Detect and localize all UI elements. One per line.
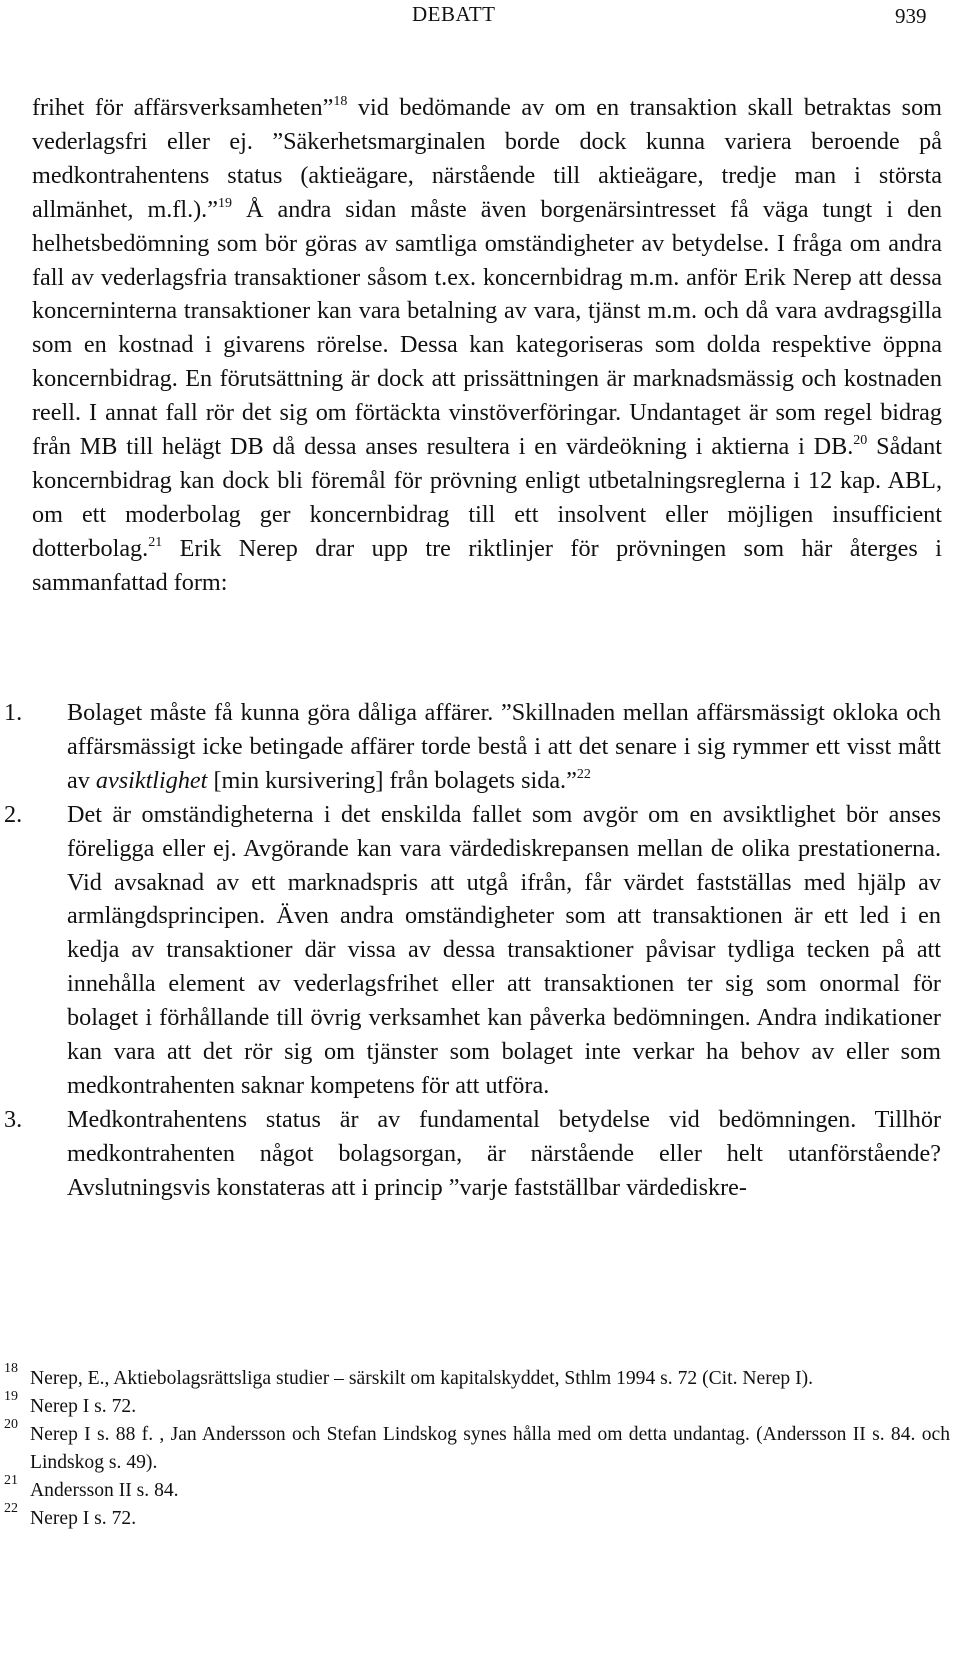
footnote-text: Nerep I s. 72. — [30, 1396, 137, 1417]
footnote-ref-20[interactable]: 20 — [853, 433, 868, 449]
footnote-text: Nerep I s. 72. — [30, 1508, 137, 1529]
body-text: frihet för affärsverksamheten” — [32, 94, 334, 121]
footnote-ref-19[interactable]: 19 — [217, 195, 232, 211]
footnote-18 — [0, 1361, 950, 1393]
running-head: DEBATT — [412, 2, 496, 26]
list-item-text: [min kursivering] från bolagets sida.” — [207, 766, 577, 794]
footnote-ref-22[interactable]: 22 — [576, 766, 591, 782]
list-item-text: Bolaget måste få kunna göra dåliga affärer. ”Skillnaden mellan affärsmässigt okloka och affärsmässigt icke betingade affärer torde bestå i att det senare i sig rymmer ett visst mått av — [67, 699, 941, 794]
footnote-22 — [0, 1501, 950, 1533]
list-item — [0, 696, 941, 798]
body-text: Å andra sidan måste även borgenärsintresset få väga tungt i den helhetsbedömning som bör göras av samtliga omständigheter av betydelse. I fråga om andra fall av vederlagsfria transaktioner såsom t.ex. koncernbidrag m.m. anför Erik Nerep att dessa koncerninterna transaktioner kan vara betalning av vara, tjänst m.m. och då vara avdragsgilla som en kostnad i givarens rörelse. Dessa kan kategoriseras som dolda respektive öppna koncernbidrag. En förutsättning är dock att prissättningen är marknadsmässig och kostnaden reell. I annat fall rör det sig om förtäckta vinstöverföringar. Undantaget är som regel bidrag från MB till helägt DB då dessa anses resultera i en värdeökning i aktierna i DB. — [32, 195, 942, 461]
page-header — [0, 0, 960, 30]
footnote-mark: 21 — [4, 1473, 18, 1488]
footnote-ref-21[interactable]: 21 — [148, 534, 163, 550]
footnote-21 — [0, 1473, 950, 1505]
footnote-text: Nerep, E., Aktiebolagsrättsliga studier – särskilt om kapitalskyddet, Sthlm 1994 s. 72 (Cit. Nerep I). — [30, 1368, 814, 1389]
guideline-list — [0, 696, 960, 1205]
list-item — [0, 1103, 941, 1205]
page-number: 939 — [895, 4, 927, 28]
italic-emphasis: avsiktlighet — [95, 766, 208, 794]
list-number: 1. — [4, 699, 23, 726]
footnote-20 — [0, 1417, 950, 1477]
footnote-text: Andersson II s. 84. — [30, 1480, 179, 1501]
footnote-19 — [0, 1389, 950, 1421]
list-item-text: Det är omständigheterna i det enskilda fallet som avgör om en avsiktlighet bör anses föreligga eller ej. Avgörande kan vara värdediskrepansen mellan de olika prestationerna. Vid avsaknad av ett marknadspris att utgå ifrån, får värdet fastställas med hjälp av armlängdsprincipen. Även andra omständigheter som att transaktionen är ett led i en kedja av transaktioner där vissa av dessa transaktioner påvisar tydliga tecken på att innehålla element av vederlagsfrihet eller att transaktionen ter sig som onormal för bolaget i förhållande till övrig verksamhet kan påverka bedömningen. Andra indikationer kan vara att det rör sig om tjänster som bolaget inte verkar ha behov av eller som medkontrahenten saknar kompetens för att utföra. — [67, 800, 941, 1099]
footnote-ref-18[interactable]: 18 — [333, 94, 348, 109]
body-text: Sådant koncernbidrag kan dock bli föremål för prövning enligt utbetalningsreglerna i 12 kap. ABL, om ett moderbolag ger koncernbidrag till ett insolvent eller möjligen insufficient dotterbolag. — [32, 433, 942, 562]
footnotes — [0, 1361, 960, 1533]
footnote-text: Nerep I s. 88 f. , Jan Andersson och Stefan Lindskog synes hålla med om detta undantag. (Andersson II s. 84. och Lindskog s. 49). — [30, 1424, 950, 1473]
footnote-mark: 22 — [4, 1501, 18, 1516]
footnote-mark: 18 — [4, 1361, 18, 1376]
list-item-text: Medkontrahentens status är av fundamental betydelse vid bedömningen. Tillhör medkontrahenten något bolagsorgan, är närstående eller helt utanförstående? Avslutningsvis konstateras att i princip ”varje fastställbar värdediskre- — [67, 1105, 941, 1201]
body-text: vid bedömande av om en transaktion skall betraktas som vederlagsfri eller ej. ”Säkerhetsmarginalen borde dock kunna variera beroende på medkontrahentens status (aktieägare, närstående till aktieägare, tredje man i största allmänhet, m.fl.).” — [32, 94, 942, 223]
body-text: Erik Nerep drar upp tre riktlinjer för prövningen som här återges i sammanfattad form: — [32, 534, 942, 596]
list-number: 2. — [4, 800, 23, 828]
footnote-mark: 20 — [4, 1417, 18, 1432]
body-paragraph — [32, 91, 942, 600]
footnote-mark: 19 — [4, 1389, 18, 1404]
list-number: 3. — [4, 1105, 23, 1133]
list-item — [0, 798, 941, 1103]
